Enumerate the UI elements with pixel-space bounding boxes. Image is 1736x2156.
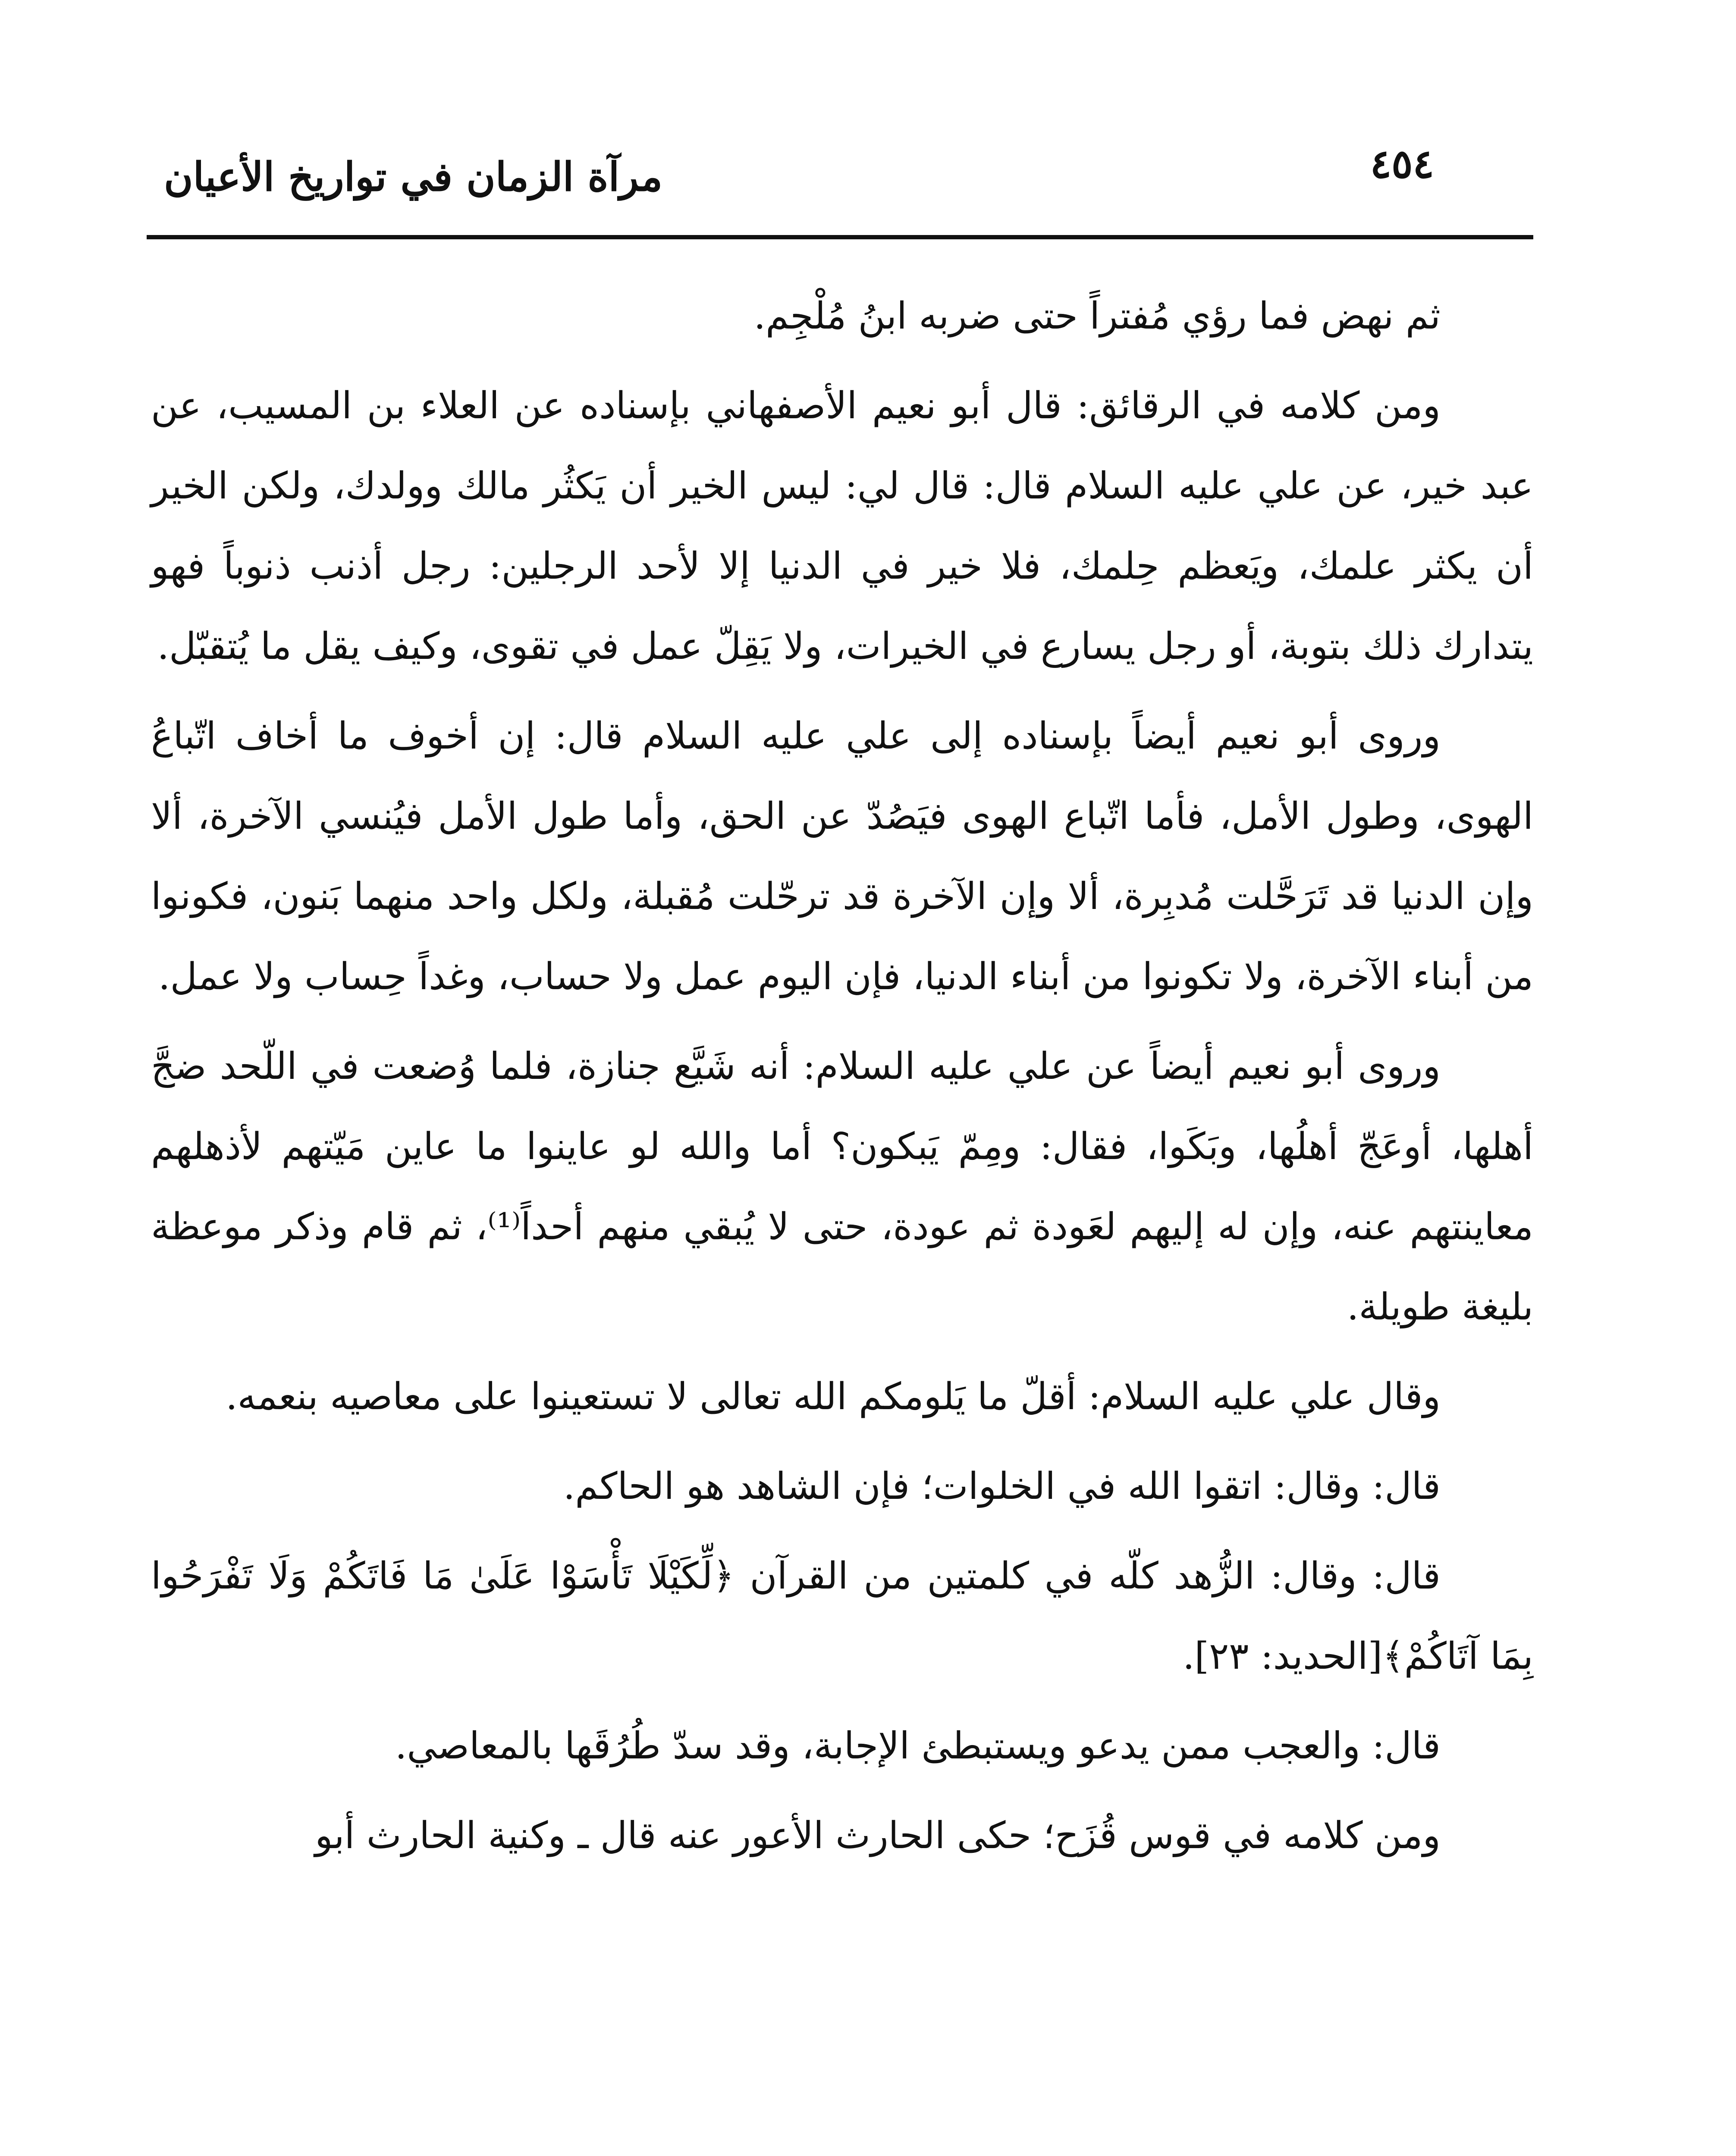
paragraph: ثم نهض فما رؤي مُفتراً حتى ضربه ابنُ مُلْجِم. [753, 295, 1441, 338]
paragraph: وروى أبو نعيم أيضاً عن علي عليه السلام: أنه شَيَّع جنازة، فلما وُضعت في اللّحد ضجَّ أهلها، أوعَجّ أهلُها، وبَكَوا، فقال: ومِمّ يَبكون؟ أما والله لو عاينوا ما عاين مَيّتهم لأذهلهم معاينتهم عنه، وإن له إليهم لعَودة ثم عودة، حتى لا يُبقي منهم أحداً⁽¹⁾، ثم قام وذكر موعظة بليغة طويلة. [151, 1045, 1534, 1329]
paragraph: ومن كلامه في الرقائق: قال أبو نعيم الأصفهاني بإسناده عن العلاء بن المسيب، عن عبد خير، عن علي عليه السلام قال: قال لي: ليس الخير أن يَكثُر مالك وولدك، ولكن الخير أن يكثر علمك، ويَعظم حِلمك، فلا خير في الدنيا إلا لأحد الرجلين: رجل أذنب ذنوباً فهو يتدارك ذلك بتوبة، أو رجل يسارع في الخيرات، ولا يَقِلّ عمل في تقوى، وكيف يقل ما يُتقبّل. [151, 384, 1533, 668]
header-rule [147, 235, 1533, 239]
paragraph: قال: والعجب ممن يدعو ويستبطئ الإجابة، وقد سدّ طُرُقَها بالمعاصي. [395, 1724, 1441, 1767]
paragraph: وقال علي عليه السلام: أقلّ ما يَلومكم الله تعالى لا تستعينوا على معاصيه بنعمه. [226, 1375, 1441, 1418]
body-text [151, 276, 1533, 1885]
paragraph: وروى أبو نعيم أيضاً بإسناده إلى علي عليه السلام قال: إن أخوف ما أخاف اتّباعُ الهوى، وطول الأمل، فأما اتّباع الهوى فيَصُدّ عن الحق، وأما طول الأمل فيُنسي الآخرة، ألا وإن الدنيا قد تَرَحَّلت مُدبِرة، ألا وإن الآخرة قد ترحّلت مُقبلة، ولكل واحد منهما بَنون، فكونوا من أبناء الآخرة، ولا تكونوا من أبناء الدنيا، فإن اليوم عمل ولا حساب، وغداً حِساب ولا عمل. [151, 714, 1533, 998]
paragraph: قال: وقال: اتقوا الله في الخلوات؛ فإن الشاهد هو الحاكم. [563, 1465, 1441, 1508]
page-number: ٤٥٤ [1370, 141, 1434, 187]
paragraph: قال: وقال: الزُّهد كلّه في كلمتين من القرآن ﴿لِّكَيْلَا تَأْسَوْا عَلَىٰ مَا فَاتَكُمْ وَلَا تَفْرَحُوا بِمَا آتَاكُمْ﴾[الحديد: ٢٣]. [151, 1554, 1533, 1678]
running-title: مرآة الزمان في تواريخ الأعيان [164, 154, 663, 200]
page-header [147, 129, 1533, 233]
paragraph: ومن كلامه في قوس قُزَح؛ حكى الحارث الأعور عنه قال ـ وكنية الحارث أبو [315, 1814, 1441, 1857]
